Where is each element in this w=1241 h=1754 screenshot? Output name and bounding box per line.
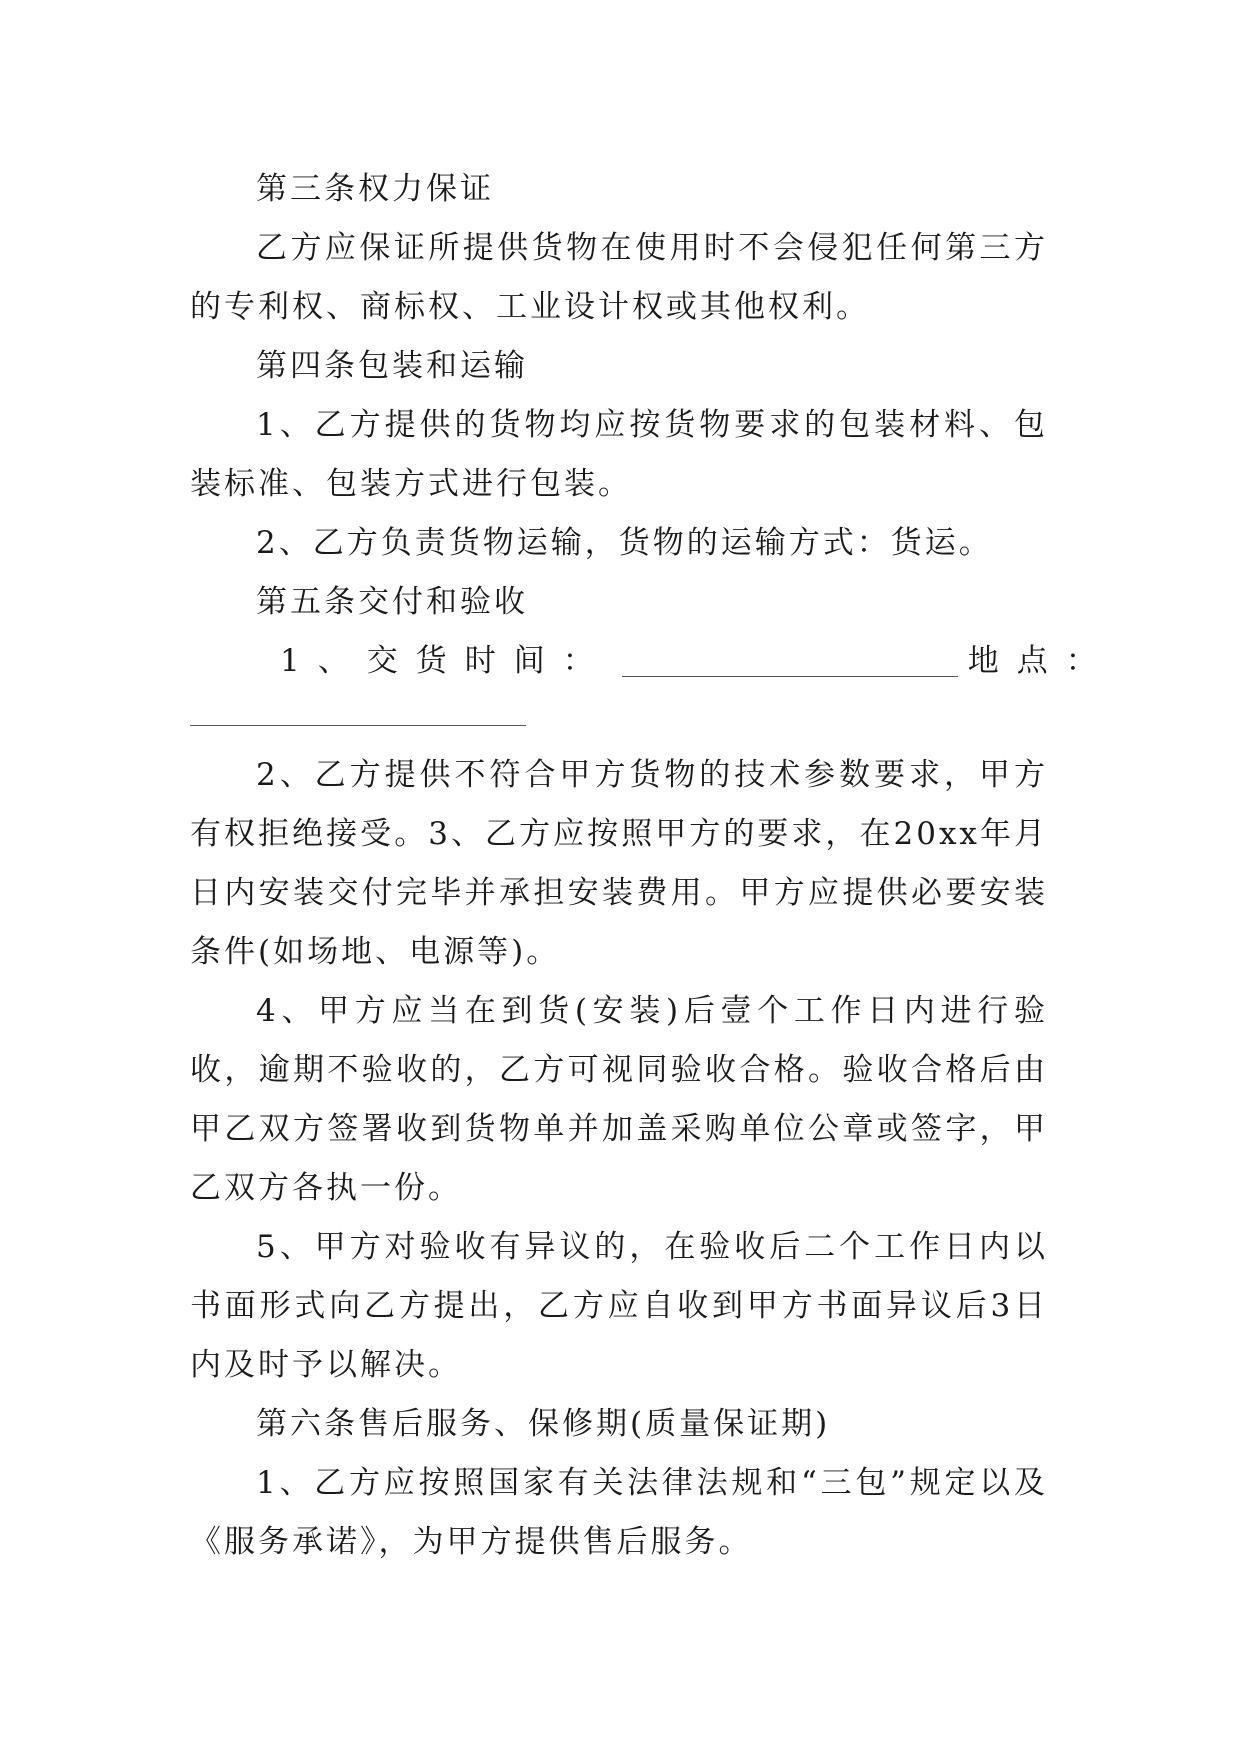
article5-item5: 5、甲方对验收有异议的，在验收后二个工作日内以书面形式向乙方提出，乙方应自收到甲方书面异议后3日内及时予以解决。: [190, 1229, 1048, 1383]
article6-title: 第六条售后服务、保修期(质量保证期): [256, 1406, 831, 1442]
delivery-time-place-line: [190, 632, 1115, 691]
document-body: [190, 160, 1115, 1572]
article5-item2: 2、乙方提供不符合甲方货物的技术参数要求，甲方有权拒绝接受。3、乙方应按照甲方的要求，在20xx年月日内安装交付完毕并承担安装费用。甲方应提供必要安装条件(如场地、电源等)。: [190, 757, 1048, 970]
article4-title: 第四条包装和运输: [256, 348, 528, 384]
delivery-place-blank[interactable]: [190, 691, 526, 726]
article4-item1: 1、乙方提供的货物均应按货物要求的包装材料、包装标准、包装方式进行包装。: [190, 407, 1048, 502]
article5-title: 第五条交付和验收: [256, 584, 528, 620]
article3-paragraph: 乙方应保证所提供货物在使用时不会侵犯任何第三方的专利权、商标权、工业设计权或其他权利。: [190, 230, 1048, 325]
delivery-time-label: 1、交货时间：: [280, 643, 612, 679]
article5-item4: 4、甲方应当在到货(安装)后壹个工作日内进行验收，逾期不验收的，乙方可视同验收合格。验收合格后由甲乙双方签署收到货物单并加盖采购单位公章或签字，甲乙双方各执一份。: [190, 993, 1048, 1206]
article3-title: 第三条权力保证: [256, 171, 494, 207]
delivery-time-blank[interactable]: [622, 648, 958, 677]
article6-item1: 1、乙方应按照国家有关法律法规和“三包”规定以及《服务承诺》，为甲方提供售后服务。: [190, 1465, 1048, 1560]
article4-item2: 2、乙方负责货物运输，货物的运输方式：货运。: [256, 525, 993, 561]
delivery-place-label: 地点：: [967, 643, 1115, 679]
